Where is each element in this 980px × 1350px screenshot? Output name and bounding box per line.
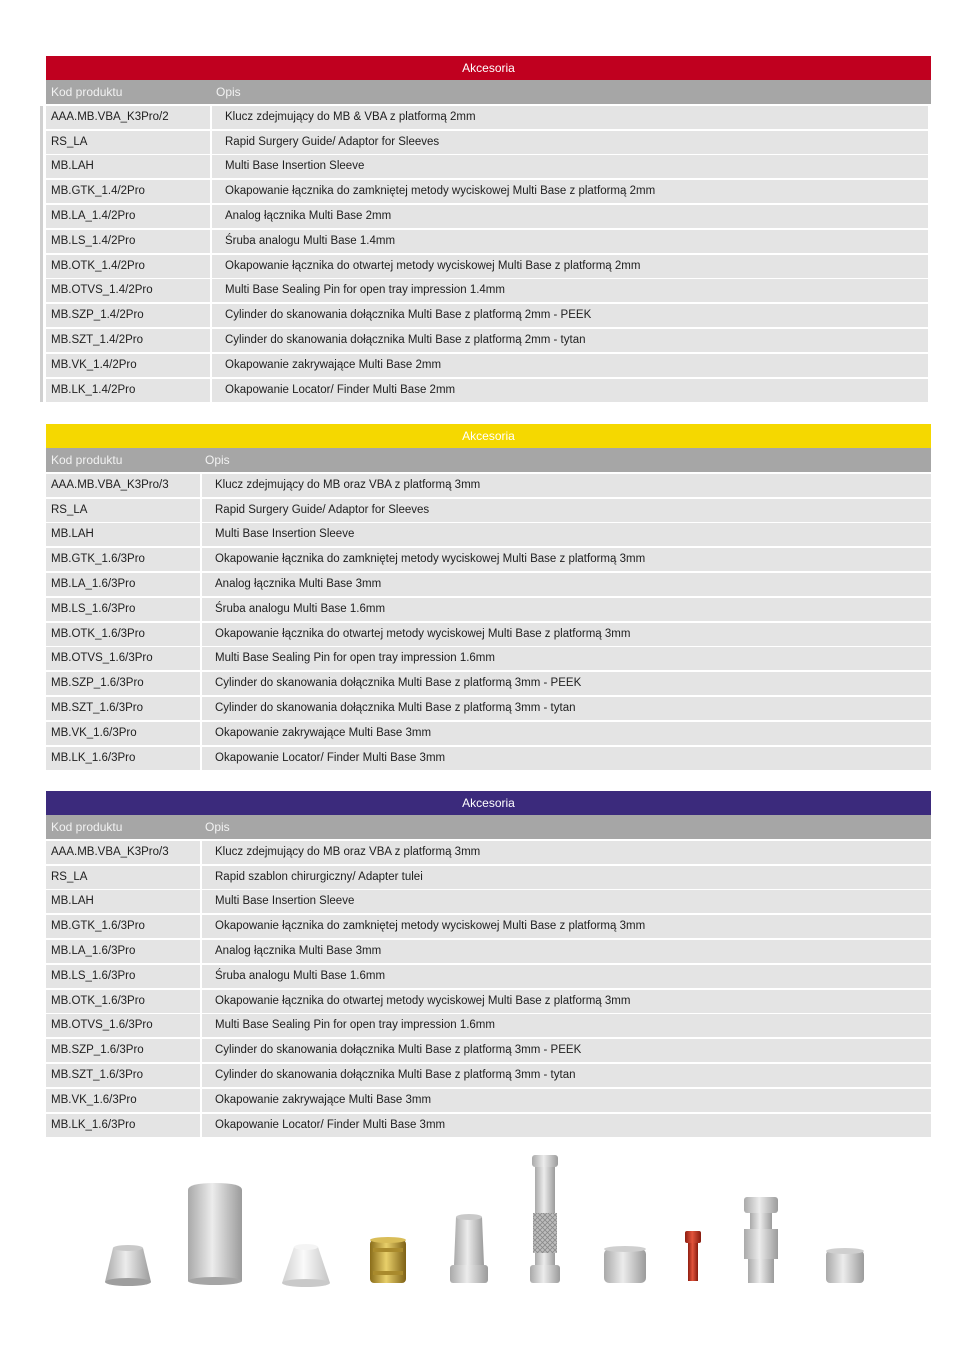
product-code: MB.GTK_1.4/2Pro (46, 180, 212, 203)
product-code: MB.OTK_1.6/3Pro (46, 990, 202, 1013)
product-description: Okapowanie zakrywające Multi Base 2mm (225, 358, 442, 371)
table-row (46, 598, 931, 621)
stacked-analog-image (744, 1197, 778, 1283)
product-description: Klucz zdejmujący do MB oraz VBA z platformą 3mm (215, 478, 481, 491)
product-description: Multi Base Sealing Pin for open tray impression 1.6mm (215, 1019, 495, 1032)
header-desc: Opis (205, 453, 230, 467)
header-desc: Opis (216, 85, 241, 99)
product-description: Śruba analogu Multi Base 1.4mm (225, 234, 396, 247)
table-row (46, 915, 931, 938)
product-description: Okapowanie łącznika do otwartej metody wyciskowej Multi Base z platformą 3mm (215, 627, 631, 640)
product-code: MB.LK_1.6/3Pro (46, 1114, 202, 1137)
product-description: Multi Base Sealing Pin for open tray impression 1.6mm (215, 652, 495, 665)
table-row (46, 697, 931, 720)
product-code: RS_LA (46, 866, 202, 889)
product-code: MB.OTK_1.6/3Pro (46, 623, 202, 646)
knurled-driver-image (530, 1155, 560, 1283)
table-row (46, 940, 931, 963)
product-code: RS_LA (46, 131, 212, 154)
header-code: Kod produktu (51, 453, 123, 467)
table-header (46, 815, 931, 839)
product-description: Multi Base Insertion Sleeve (225, 160, 365, 173)
product-description: Cylinder do skanowania dołącznika Multi Base z platformą 2mm - tytan (225, 333, 586, 346)
impression-coping-image (450, 1214, 488, 1283)
table-row (46, 573, 931, 596)
product-description: Cylinder do skanowania dołącznika Multi Base z platformą 3mm - tytan (215, 1068, 576, 1081)
product-description: Klucz zdejmujący do MB oraz VBA z platformą 3mm (215, 845, 481, 858)
product-description: Okapowanie Locator/ Finder Multi Base 3mm (215, 1118, 446, 1131)
table-row (46, 672, 931, 695)
accessories-table-purple (46, 791, 931, 1137)
product-description: Okapowanie zakrywające Multi Base 3mm (215, 1093, 432, 1106)
product-code: MB.VK_1.6/3Pro (46, 1089, 202, 1112)
table-row (46, 1089, 931, 1112)
product-description: Cylinder do skanowania dołącznika Multi Base z platformą 2mm - PEEK (225, 309, 592, 322)
product-description: Okapowanie Locator/ Finder Multi Base 2mm (225, 383, 456, 396)
product-description: Rapid Surgery Guide/ Adaptor for Sleeves (225, 135, 440, 148)
scan-cylinder-image (188, 1183, 242, 1285)
table-row (46, 155, 928, 178)
table-row (46, 523, 931, 546)
healing-cap-image (604, 1246, 646, 1283)
product-code: MB.LAH (46, 155, 212, 178)
table-row (46, 623, 931, 646)
table-row (46, 1039, 931, 1062)
product-description: Okapowanie łącznika do zamkniętej metody wyciskowej Multi Base z platformą 2mm (225, 185, 656, 198)
product-code: MB.SZT_1.4/2Pro (46, 329, 212, 352)
table-row (46, 890, 931, 913)
product-description: Okapowanie zakrywające Multi Base 3mm (215, 726, 432, 739)
product-code: MB.GTK_1.6/3Pro (46, 915, 202, 938)
product-code: MB.LS_1.6/3Pro (46, 965, 202, 988)
product-code: MB.SZT_1.6/3Pro (46, 697, 202, 720)
product-code: MB.LS_1.4/2Pro (46, 230, 212, 253)
table-rows (46, 474, 931, 770)
product-description: Multi Base Insertion Sleeve (215, 895, 355, 908)
product-description: Cylinder do skanowania dołącznika Multi Base z platformą 3mm - PEEK (215, 677, 582, 690)
table-title-bar: Akcesoria (46, 424, 931, 448)
header-desc: Opis (205, 820, 230, 834)
product-code: MB.LA_1.6/3Pro (46, 940, 202, 963)
table-row (46, 548, 931, 571)
product-photo-row (80, 1145, 940, 1305)
table-row (46, 866, 931, 889)
table-rows (40, 106, 928, 402)
product-code: MB.OTVS_1.4/2Pro (46, 279, 212, 302)
header-code: Kod produktu (51, 85, 123, 99)
product-code: MB.GTK_1.6/3Pro (46, 548, 202, 571)
product-code: MB.LAH (46, 890, 202, 913)
product-description: Okapowanie łącznika do zamkniętej metody wyciskowej Multi Base z platformą 3mm (215, 920, 646, 933)
product-code: MB.OTVS_1.6/3Pro (46, 1014, 202, 1037)
table-row (46, 474, 931, 497)
product-code: MB.LA_1.6/3Pro (46, 573, 202, 596)
product-code: MB.VK_1.4/2Pro (46, 354, 212, 377)
table-row (46, 279, 928, 302)
accessories-table-yellow (46, 424, 931, 770)
product-description: Analog łącznika Multi Base 3mm (215, 577, 382, 590)
table-row (46, 255, 928, 278)
table-row (46, 841, 931, 864)
product-code: MB.LK_1.6/3Pro (46, 747, 202, 770)
table-row (46, 990, 931, 1013)
peek-cone-image (282, 1244, 330, 1287)
product-description: Cylinder do skanowania dołącznika Multi Base z platformą 3mm - tytan (215, 701, 576, 714)
product-code: MB.SZP_1.4/2Pro (46, 304, 212, 327)
table-row (46, 304, 928, 327)
header-code: Kod produktu (51, 820, 123, 834)
table-row (46, 747, 931, 770)
product-description: Cylinder do skanowania dołącznika Multi Base z platformą 3mm - PEEK (215, 1044, 582, 1057)
product-code: MB.LAH (46, 523, 202, 546)
product-code: MB.VK_1.6/3Pro (46, 722, 202, 745)
product-code: RS_LA (46, 499, 202, 522)
table-rows (46, 841, 931, 1137)
table-row (46, 647, 931, 670)
table-row (46, 354, 928, 377)
product-code: MB.LK_1.4/2Pro (46, 379, 212, 402)
short-cylinder-image (826, 1248, 864, 1283)
product-description: Analog łącznika Multi Base 3mm (215, 944, 382, 957)
product-description: Multi Base Insertion Sleeve (215, 528, 355, 541)
product-description: Klucz zdejmujący do MB & VBA z platformą 2mm (225, 110, 476, 123)
table-row (46, 1014, 931, 1037)
gold-locator-cap-image (370, 1237, 406, 1283)
cone-sleeve-image (105, 1245, 151, 1286)
product-code: MB.OTK_1.4/2Pro (46, 255, 212, 278)
product-description: Okapowanie łącznika do zamkniętej metody wyciskowej Multi Base z platformą 3mm (215, 553, 646, 566)
table-row (46, 499, 931, 522)
table-row (46, 965, 931, 988)
table-header (46, 448, 931, 472)
product-description: Multi Base Sealing Pin for open tray impression 1.4mm (225, 284, 505, 297)
table-row (46, 131, 928, 154)
product-description: Rapid Surgery Guide/ Adaptor for Sleeves (215, 503, 430, 516)
table-row (46, 230, 928, 253)
table-title-bar: Akcesoria (46, 791, 931, 815)
product-description: Okapowanie łącznika do otwartej metody wyciskowej Multi Base z platformą 2mm (225, 259, 641, 272)
product-description: Okapowanie Locator/ Finder Multi Base 3mm (215, 751, 446, 764)
product-code: MB.SZP_1.6/3Pro (46, 1039, 202, 1062)
table-header (46, 80, 931, 104)
table-row (46, 180, 928, 203)
accessories-table-red (46, 56, 931, 402)
product-code: AAA.MB.VBA_K3Pro/2 (46, 106, 212, 129)
table-row (46, 379, 928, 402)
product-code: MB.SZP_1.6/3Pro (46, 672, 202, 695)
product-description: Okapowanie łącznika do otwartej metody wyciskowej Multi Base z platformą 3mm (215, 994, 631, 1007)
table-row (46, 1114, 931, 1137)
product-description: Analog łącznika Multi Base 2mm (225, 209, 392, 222)
table-title-bar: Akcesoria (46, 56, 931, 80)
product-code: MB.OTVS_1.6/3Pro (46, 647, 202, 670)
table-row (46, 722, 931, 745)
table-row (46, 1064, 931, 1087)
product-code: MB.LS_1.6/3Pro (46, 598, 202, 621)
table-row (46, 205, 928, 228)
product-description: Śruba analogu Multi Base 1.6mm (215, 969, 386, 982)
product-description: Rapid szablon chirurgiczny/ Adapter tulei (215, 870, 423, 883)
product-code: MB.SZT_1.6/3Pro (46, 1064, 202, 1087)
product-code: AAA.MB.VBA_K3Pro/3 (46, 474, 202, 497)
product-code: AAA.MB.VBA_K3Pro/3 (46, 841, 202, 864)
table-row (46, 329, 928, 352)
table-row (46, 106, 928, 129)
red-screw-image (685, 1231, 701, 1281)
product-description: Śruba analogu Multi Base 1.6mm (215, 602, 386, 615)
product-code: MB.LA_1.4/2Pro (46, 205, 212, 228)
